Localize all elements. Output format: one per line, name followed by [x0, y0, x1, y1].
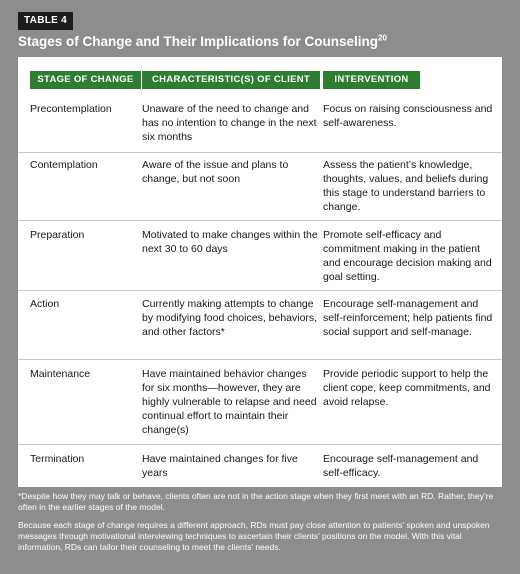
table-row-preparation — [18, 228, 502, 291]
table-panel — [18, 57, 502, 487]
characteristics-cell: Unaware of the need to change and has no intention to change in the next six months — [142, 103, 317, 143]
title-reference: 20 — [378, 33, 387, 43]
intervention-cell: Focus on raising consciousness and self-awareness. — [323, 103, 493, 129]
table-row-termination — [18, 452, 502, 484]
characteristics-cell: Currently making attempts to change by modifying food choices, behaviors, and other factors* — [142, 298, 318, 338]
header-characteristics: CHARACTERISTIC(S) OF CLIENT — [142, 71, 320, 89]
intervention-cell: Encourage self-management and self-reinforcement; help patients find social support and self-manage. — [323, 298, 493, 338]
table-row-action — [18, 297, 502, 360]
characteristics-cell: Aware of the issue and plans to change, but not soon — [142, 159, 289, 185]
stage-cell: Precontemplation — [30, 103, 112, 115]
table-footnote: *Despite how they may talk or behave, clients often are not in the action stage when they first meet with an RD. Rather, they’re often in the earlier stages of the model. — [18, 491, 494, 512]
table-number-badge: TABLE 4 — [18, 12, 73, 30]
table-row-contemplation — [18, 158, 502, 221]
stage-cell: Contemplation — [30, 159, 98, 171]
stage-cell: Termination — [30, 453, 85, 465]
intervention-cell: Encourage self-management and self-efficacy. — [323, 453, 479, 479]
header-stage-of-change: STAGE OF CHANGE — [30, 71, 141, 89]
characteristics-cell: Have maintained behavior changes for six months—however, they are highly vulnerable to relapse and need continual effort to maintain their change(s) — [142, 368, 317, 436]
intervention-cell: Assess the patient’s knowledge, thoughts, values, and beliefs during this stage to understand barriers to change. — [323, 159, 489, 213]
header-intervention: INTERVENTION — [323, 71, 420, 89]
stage-cell: Preparation — [30, 229, 85, 241]
stage-cell: Maintenance — [30, 368, 91, 380]
table-title — [18, 34, 387, 49]
characteristics-cell: Motivated to make changes within the next 30 to 60 days — [142, 229, 318, 255]
characteristics-cell: Have maintained changes for five years — [142, 453, 298, 479]
table-title-text: Stages of Change and Their Implications for Counseling — [18, 34, 379, 49]
table-row-maintenance — [18, 367, 502, 445]
stage-cell: Action — [30, 298, 60, 310]
table-note: Because each stage of change requires a different approach, RDs must pay close attention to patients’ spoken and unspoken messages through motivational interviewing techniques to ascertain their clients’ positions on the model. With this vital information, RDs can tailor their counseling to meet the clients’ needs. — [18, 520, 490, 552]
intervention-cell: Provide periodic support to help the client cope, keep commitments, and avoid relapse. — [323, 368, 491, 408]
table-row-precontemplation — [18, 102, 502, 153]
intervention-cell: Promote self-efficacy and commitment making in the patient and encourage decision making and goal setting. — [323, 229, 492, 283]
